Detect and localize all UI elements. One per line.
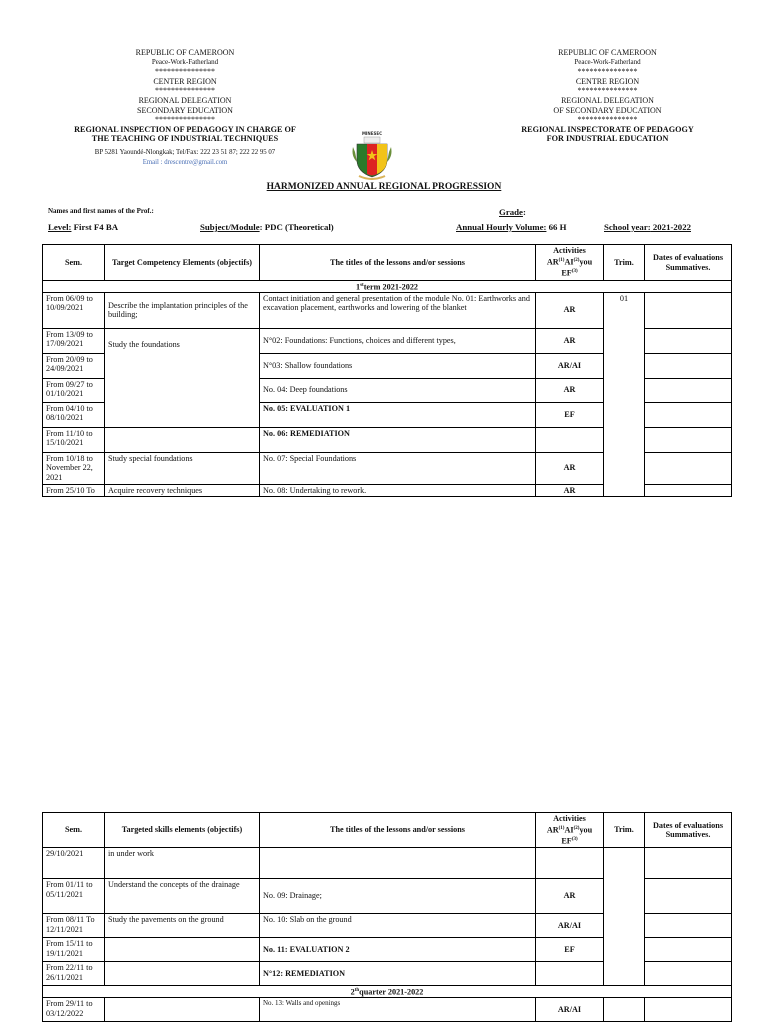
progression-table-term2 (42, 812, 732, 1022)
lesson-cell: No. 11: EVALUATION 2 (260, 938, 536, 962)
dates-cell (645, 292, 732, 328)
col-header-titles: The titles of the lessons and/or sessions (260, 813, 536, 848)
col-header-sem: Sem. (43, 245, 105, 281)
col-header-activities: Activities AR$^{(1)}$AI$^{(2)}$you EF$^{(3)}$ (536, 245, 604, 281)
inspection-line1: REGIONAL INSPECTION OF PEDAGOGY IN CHARGE OF (74, 124, 296, 134)
delegation-line1: REGIONAL DELEGATION (138, 95, 232, 105)
stars: *************** (577, 115, 638, 125)
grade-field (499, 207, 526, 217)
dates-cell (645, 353, 732, 378)
term-banner: 1stterm 2021-2022 (43, 281, 732, 293)
lesson-cell: N°02: Foundations: Functions, choices and different types, (260, 328, 536, 353)
level-label: Level: (48, 222, 72, 232)
school-year-field (604, 222, 691, 232)
activity-cell: AR/AI (536, 997, 604, 1021)
volume-value: 66 H (546, 222, 567, 232)
activity-cell (536, 427, 604, 452)
subject-field (200, 222, 334, 232)
prof-names-label: Names and first names of the Prof.: (48, 207, 154, 215)
inspection-line2: FOR INDUSTRIAL EDUCATION (546, 134, 669, 144)
target-cell (105, 962, 260, 986)
volume-label: Annual Hourly Volume: (456, 222, 547, 232)
activity-cell: AR (536, 378, 604, 402)
subject-value: : PDC (Theoretical) (259, 222, 334, 232)
sem-cell: From 20/09 to 24/09/2021 (43, 353, 105, 378)
activity-cell: AR (536, 879, 604, 914)
dates-cell (645, 427, 732, 452)
subject-label: Subject/Module (200, 222, 260, 232)
activity-cell: AR (536, 452, 604, 484)
motto: Peace-Work-Fatherland (574, 57, 641, 66)
col-header-titles: The titles of the lessons and/or sessions (260, 245, 536, 281)
trim-cell: 01 (604, 292, 645, 496)
sem-cell: From 25/10 To (43, 484, 105, 497)
lesson-cell: No. 05: EVALUATION 1 (260, 402, 536, 427)
lesson-cell: No. 06: REMEDIATION (260, 427, 536, 452)
sem-cell: From 08/11 To 12/11/2021 (43, 914, 105, 938)
activity-cell: EF (536, 402, 604, 427)
sem-cell: From 06/09 to 10/09/2021 (43, 292, 105, 328)
col-header-dates: Dates of evaluations Summatives. (645, 813, 732, 848)
sem-cell: From 22/11 to 26/11/2021 (43, 962, 105, 986)
region-name: CENTRE REGION (575, 76, 640, 86)
sem-cell: From 09/27 to 01/10/2021 (43, 378, 105, 402)
dates-cell (645, 452, 732, 484)
target-cell: Acquire recovery techniques (105, 484, 260, 497)
target-cell: Study the foundations (105, 328, 260, 427)
delegation-line2: SECONDARY EDUCATION (137, 105, 233, 115)
table-row (43, 997, 732, 1021)
sem-cell: From 15/11 to 19/11/2021 (43, 938, 105, 962)
grade-suffix: : (522, 207, 526, 217)
contact-info: BP 5281 Yaoundé-Nlongkak; Tel/Fax: 222 23 51 87; 222 22 95 07 (94, 148, 276, 156)
school-year-value: 2021-2022 (650, 222, 691, 232)
lesson-cell: No. 04: Deep foundations (260, 378, 536, 402)
lesson-cell: Contact initiation and general presentation of the module No. 01: Earthworks and excavation placement, earthworks and lowering of the blanket (260, 292, 536, 328)
activity-cell: AR/AI (536, 914, 604, 938)
region-name: CENTER REGION (153, 76, 217, 86)
grade-label: Grade (499, 207, 523, 217)
email-link[interactable]: Email : drescentre@gmail.com (142, 158, 228, 166)
dates-cell (645, 879, 732, 914)
stars: *************** (155, 67, 215, 77)
sem-cell: 29/10/2021 (43, 848, 105, 879)
lesson-cell: No. 07: Special Foundations (260, 452, 536, 484)
target-cell (105, 997, 260, 1021)
sem-cell: From 04/10 to 08/10/2021 (43, 402, 105, 427)
dates-cell (645, 962, 732, 986)
col-header-activities: Activities AR$^{(1)}$AI$^{(2)}$you EF$^{(3)}$ (536, 813, 604, 848)
term-banner: 2thquarter 2021-2022 (43, 986, 732, 998)
target-cell: Understand the concepts of the drainage (105, 879, 260, 914)
target-cell: Describe the implantation principles of the building; (105, 292, 260, 328)
activity-cell (536, 848, 604, 879)
activity-cell: AR/AI (536, 353, 604, 378)
table-row (43, 848, 732, 879)
col-header-sem: Sem. (43, 813, 105, 848)
activity-cell: AR (536, 292, 604, 328)
activity-cell: AR (536, 328, 604, 353)
dates-cell (645, 378, 732, 402)
sem-cell: From 13/09 to 17/09/2021 (43, 328, 105, 353)
emblem-label: MINESEC (361, 131, 383, 136)
trim-cell (604, 848, 645, 986)
col-header-target: Target Competency Elements (objectifs) (105, 245, 260, 281)
dates-cell (645, 848, 732, 879)
sem-cell: From 10/18 to November 22, 2021 (43, 452, 105, 484)
lesson-cell: No. 10: Slab on the ground (260, 914, 536, 938)
dates-cell (645, 328, 732, 353)
school-year-label: School year: (604, 222, 651, 232)
col-header-trim: Trim. (604, 245, 645, 281)
lesson-cell: No. 08: Undertaking to rework. (260, 484, 536, 497)
activity-cell (536, 962, 604, 986)
header-right (470, 48, 745, 144)
document-title-text: HARMONIZED ANNUAL REGIONAL PROGRESSION (266, 182, 502, 192)
sem-cell: From 01/11 to 05/11/2021 (43, 879, 105, 914)
lesson-cell: N°03: Shallow foundations (260, 353, 536, 378)
dates-cell (645, 938, 732, 962)
activity-cell: EF (536, 938, 604, 962)
trim-cell (604, 997, 645, 1021)
volume-field (456, 222, 566, 232)
progression-table-term1 (42, 244, 732, 497)
level-value: First F4 BA (71, 222, 119, 232)
target-cell: Study special foundations (105, 452, 260, 484)
lesson-cell: No. 13: Walls and openings (260, 997, 536, 1021)
minesec-emblem-icon (349, 130, 395, 182)
document-title (0, 182, 768, 192)
header-left (60, 48, 310, 167)
stars: *************** (577, 67, 638, 77)
country-name: REPUBLIC OF CAMEROON (558, 48, 657, 57)
country-name: REPUBLIC OF CAMEROON (135, 48, 235, 57)
dates-cell (645, 484, 732, 497)
col-header-target: Targeted skills elements (objectifs) (105, 813, 260, 848)
stars: *************** (577, 86, 638, 96)
level-field (48, 222, 118, 232)
stars: *************** (155, 115, 215, 125)
target-cell: in under work (105, 848, 260, 879)
col-header-dates: Dates of evaluations Summatives. (645, 245, 732, 281)
lesson-cell (260, 848, 536, 879)
sem-cell: From 29/11 to 03/12/2022 (43, 997, 105, 1021)
dates-cell (645, 914, 732, 938)
lesson-cell: N°12: REMEDIATION (260, 962, 536, 986)
dates-cell (645, 402, 732, 427)
activity-cell: AR (536, 484, 604, 497)
table-row (43, 292, 732, 328)
sem-cell: From 11/10 to 15/10/2021 (43, 427, 105, 452)
target-cell: Study the pavements on the ground (105, 914, 260, 938)
col-header-trim: Trim. (604, 813, 645, 848)
target-cell (105, 938, 260, 962)
inspection-line1: REGIONAL INSPECTORATE OF PEDAGOGY (521, 124, 694, 134)
target-cell (105, 427, 260, 452)
dates-cell (645, 997, 732, 1021)
motto: Peace-Work-Fatherland (151, 57, 219, 66)
delegation-line1: REGIONAL DELEGATION (561, 95, 654, 105)
stars: *************** (155, 86, 215, 96)
delegation-line2: OF SECONDARY EDUCATION (553, 105, 662, 115)
inspection-line2: THE TEACHING OF INDUSTRIAL TECHNIQUES (91, 134, 279, 144)
lesson-cell: No. 09: Drainage; (260, 879, 536, 914)
